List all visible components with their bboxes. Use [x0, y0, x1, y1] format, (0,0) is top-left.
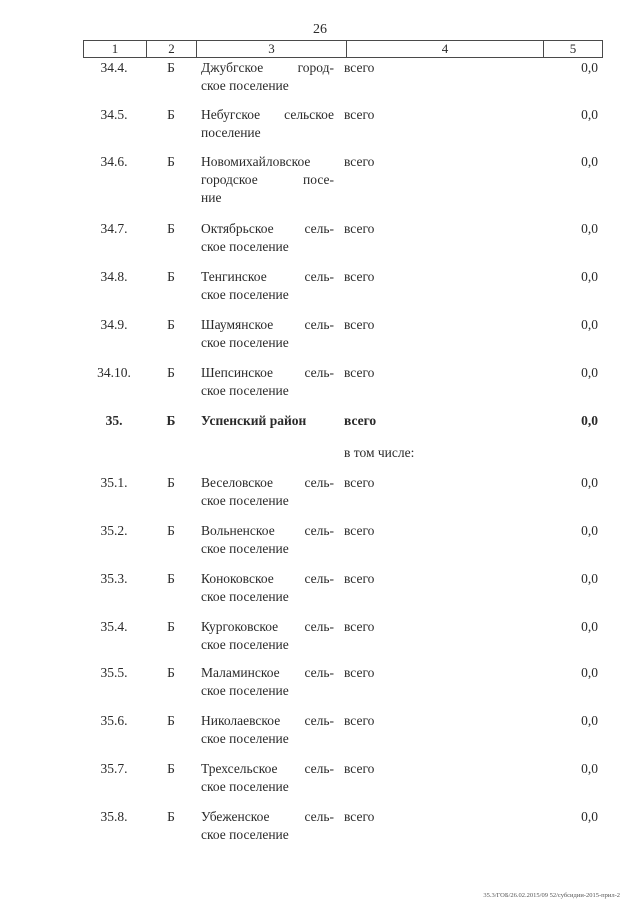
document-footer: 35.3/ГОБ/26.02.2015/09 52/субсидии-2015-прил-2 — [483, 892, 620, 899]
row-number: 34.6. — [100, 154, 128, 169]
municipality-name-line: городское посе- — [201, 172, 334, 187]
municipality-name-line: Маламинское сель- — [201, 665, 334, 680]
row-category: Б — [166, 413, 176, 428]
row-municipality-name — [201, 664, 334, 700]
row-number: 35.7. — [100, 761, 128, 776]
row-category: Б — [167, 523, 175, 538]
row-value: 0,0 — [581, 619, 598, 634]
row-type: всего — [344, 665, 375, 680]
municipality-name-line: ское поселение — [201, 589, 289, 604]
row-number: 34.8. — [100, 269, 128, 284]
header-col-3: 3 — [268, 41, 275, 56]
header-col-4: 4 — [441, 41, 449, 56]
row-type: всего — [344, 269, 375, 284]
municipality-name-line: ское поселение — [201, 779, 289, 794]
row-category: Б — [167, 317, 175, 332]
row-value: 0,0 — [581, 269, 598, 284]
municipality-name-line: ское поселение — [201, 683, 289, 698]
row-value: 0,0 — [581, 221, 598, 236]
row-value: 0,0 — [581, 713, 598, 728]
municipality-name-line: поселение — [201, 125, 261, 140]
row-number: 35.2. — [100, 523, 128, 538]
municipality-name-line: Коноковское сель- — [201, 571, 334, 586]
row-type: всего — [344, 154, 375, 169]
table-header — [83, 40, 603, 58]
row-type: всего — [344, 107, 375, 122]
row-type: всего — [344, 221, 375, 236]
row-type: всего — [344, 713, 375, 728]
municipality-name-line: Веселовское сель- — [201, 475, 334, 490]
municipality-name-line: Новомихайловское — [201, 154, 311, 169]
municipality-name-line: Шепсинское сель- — [201, 365, 334, 380]
row-number: 35.1. — [100, 475, 128, 490]
row-number: 35.8. — [100, 809, 128, 824]
municipality-name-line: ское поселение — [201, 541, 289, 556]
municipality-name-line: Кургоковское сель- — [201, 619, 334, 634]
row-number: 34.7. — [100, 221, 128, 236]
row-number: 34.5. — [100, 107, 128, 122]
row-municipality-name — [201, 712, 334, 748]
municipality-name-line: Николаевское сель- — [201, 713, 334, 728]
row-value: 0,0 — [581, 665, 598, 680]
row-municipality-name — [201, 153, 334, 207]
row-category: Б — [167, 619, 175, 634]
row-category: Б — [167, 571, 175, 586]
municipality-name-line: Убеженское сель- — [201, 809, 334, 824]
row-municipality-name — [201, 760, 334, 796]
municipality-name-line: ское поселение — [201, 239, 289, 254]
municipality-name-line: Тенгинское сель- — [201, 269, 334, 284]
row-municipality-name — [201, 618, 334, 654]
row-municipality-name — [201, 364, 334, 400]
row-category: Б — [167, 761, 175, 776]
municipality-name-line: ское поселение — [201, 335, 289, 350]
municipality-name-line: Небугское сельское — [201, 107, 334, 122]
row-type: всего — [344, 523, 375, 538]
row-municipality-name — [201, 59, 334, 95]
row-type: в том числе: — [344, 445, 415, 460]
row-municipality-name — [201, 474, 334, 510]
row-type: всего — [344, 317, 375, 332]
row-value: 0,0 — [581, 475, 598, 490]
row-value: 0,0 — [581, 317, 598, 332]
row-number: 35.4. — [100, 619, 128, 634]
row-number: 35.3. — [100, 571, 128, 586]
row-value: 0,0 — [581, 107, 598, 122]
municipality-name-line: ское поселение — [201, 287, 289, 302]
municipality-name-line: Октябрьское сель- — [201, 221, 334, 236]
row-type: всего — [344, 60, 375, 75]
row-category: Б — [167, 665, 175, 680]
row-category: Б — [167, 809, 175, 824]
row-number: 35. — [105, 413, 123, 428]
municipality-name-line: Успенский район — [201, 413, 307, 428]
row-type: всего — [344, 571, 375, 586]
row-municipality-name — [201, 220, 334, 256]
row-value: 0,0 — [581, 413, 598, 428]
row-value: 0,0 — [581, 154, 598, 169]
row-category: Б — [167, 365, 175, 380]
row-category: Б — [167, 713, 175, 728]
page-number: 26 — [313, 22, 327, 37]
row-number: 35.6. — [100, 713, 128, 728]
row-category: Б — [167, 60, 175, 75]
municipality-name-line: ское поселение — [201, 731, 289, 746]
municipality-name-line: ние — [201, 190, 222, 205]
row-type: всего — [344, 365, 375, 380]
row-category: Б — [167, 107, 175, 122]
municipality-name-line: ское поселение — [201, 78, 289, 93]
row-number: 34.10. — [97, 365, 131, 380]
municipality-name-line: Вольненское сель- — [201, 523, 334, 538]
row-category: Б — [167, 475, 175, 490]
row-type: всего — [344, 809, 375, 824]
row-type: всего — [344, 475, 375, 490]
row-municipality-name — [201, 570, 334, 606]
row-value: 0,0 — [581, 571, 598, 586]
header-col-1: 1 — [111, 41, 119, 56]
row-value: 0,0 — [581, 761, 598, 776]
row-municipality-name — [201, 412, 334, 430]
row-municipality-name — [201, 268, 334, 304]
row-value: 0,0 — [581, 60, 598, 75]
municipality-name-line: ское поселение — [201, 827, 289, 842]
row-municipality-name — [201, 808, 334, 844]
municipality-name-line: Трехсельское сель- — [201, 761, 334, 776]
row-category: Б — [167, 221, 175, 236]
row-category: Б — [167, 154, 175, 169]
row-value: 0,0 — [581, 523, 598, 538]
row-type: всего — [344, 761, 375, 776]
header-col-5: 5 — [569, 41, 577, 56]
row-municipality-name — [201, 316, 334, 352]
row-municipality-name — [201, 522, 334, 558]
row-municipality-name — [201, 106, 334, 142]
municipality-name-line: ское поселение — [201, 493, 289, 508]
row-type: всего — [344, 413, 377, 428]
row-number: 35.5. — [100, 665, 128, 680]
row-number: 34.9. — [100, 317, 128, 332]
municipality-name-line: Джубгское город- — [201, 60, 334, 75]
municipality-name-line: ское поселение — [201, 637, 289, 652]
row-type: всего — [344, 619, 375, 634]
municipality-name-line: ское поселение — [201, 383, 289, 398]
header-col-2: 2 — [168, 41, 175, 56]
row-number: 34.4. — [100, 60, 128, 75]
row-category: Б — [167, 269, 175, 284]
municipality-name-line: Шаумянское сель- — [201, 317, 334, 332]
row-value: 0,0 — [581, 365, 598, 380]
row-value: 0,0 — [581, 809, 598, 824]
